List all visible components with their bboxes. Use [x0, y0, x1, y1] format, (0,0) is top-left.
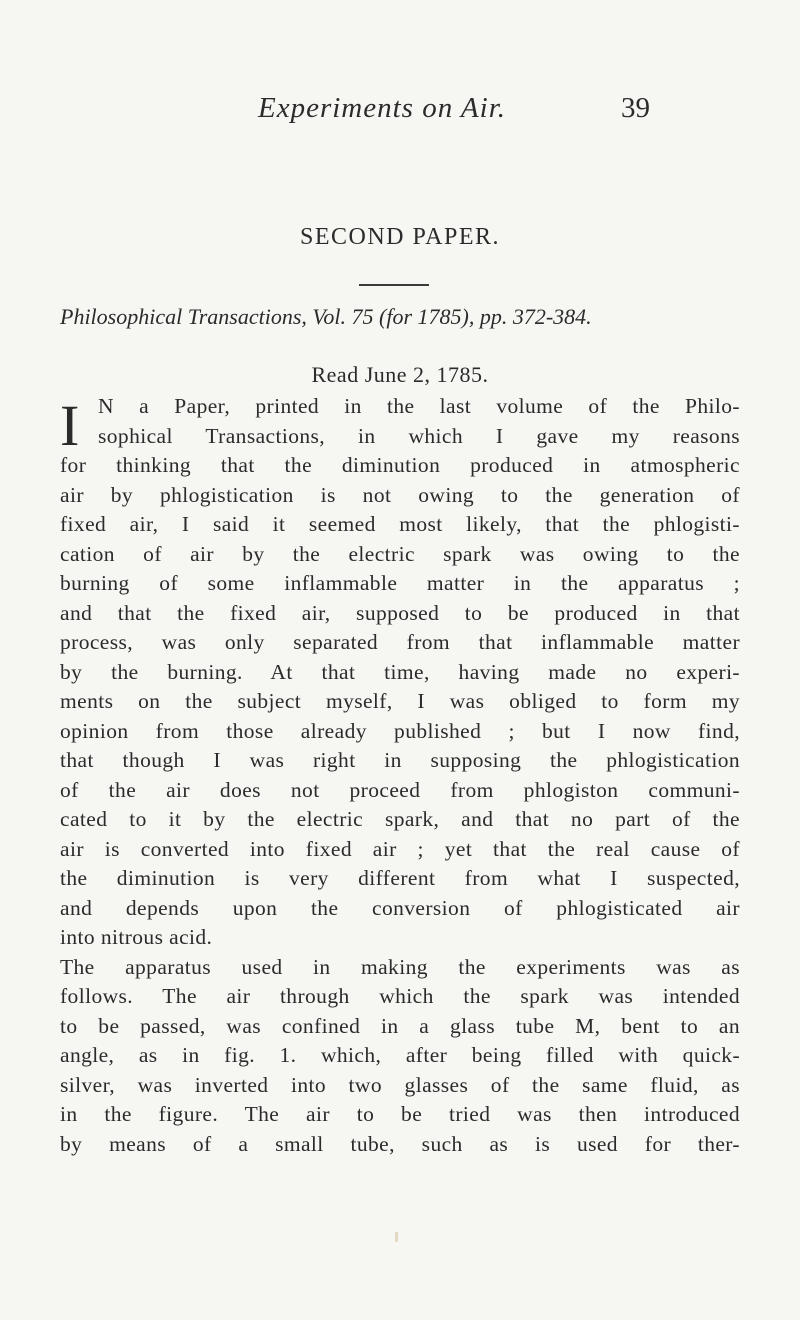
- text-line: burning of some inflammable matter in the apparatus ;: [60, 571, 740, 595]
- text-line: angle, as in fig. 1. which, after being filled with quick-: [60, 1043, 740, 1067]
- text-line: air by phlogistication is not owing to the generation of: [60, 482, 740, 507]
- text-line: by means of a small tube, such as is used for ther-: [60, 1131, 740, 1156]
- paper-mark: [395, 1232, 398, 1242]
- text-line: process, was only separated from that inflammable matter: [60, 630, 740, 654]
- section-title: SECOND PAPER.: [299, 224, 500, 250]
- text-line: to be passed, was confined in a glass tube M, bent to an: [60, 1013, 740, 1038]
- read-date: Read June 2, 1785.: [311, 362, 489, 387]
- text-line: that though I was right in supposing the phlogistication: [60, 748, 740, 772]
- text-line: in the figure. The air to be tried was then introduced: [60, 1102, 740, 1126]
- running-head: [258, 92, 650, 132]
- text-line: air is converted into fixed air ; yet that the real cause of: [60, 836, 740, 861]
- text-line: cation of air by the electric spark was owing to the: [60, 541, 740, 566]
- text-line: opinion from those already published ; but I now find,: [60, 718, 740, 743]
- text-line: silver, was inverted into two glasses of the same fluid, as: [60, 1072, 740, 1097]
- body-text: [60, 392, 740, 1159]
- text-line: ments on the subject myself, I was obliged to form my: [60, 689, 740, 713]
- text-line: of the air does not proceed from phlogiston communi-: [60, 777, 740, 802]
- title-rule: [359, 284, 429, 286]
- citation: Philosophical Transactions, Vol. 75 (for 1785), pp. 372-384.: [60, 304, 592, 329]
- text-line: fixed air, I said it seemed most likely, that the phlogisti-: [60, 512, 740, 536]
- running-title: Experiments on Air.: [258, 92, 507, 124]
- text-line: into nitrous acid.: [60, 925, 213, 949]
- text-line: follows. The air through which the spark was intended: [60, 984, 740, 1008]
- text-line: the diminution is very different from what I suspected,: [60, 866, 740, 890]
- text-line: cated to it by the electric spark, and that no part of the: [60, 807, 740, 831]
- text-line: and that the fixed air, supposed to be produced in that: [60, 600, 740, 625]
- page-number: 39: [621, 92, 650, 124]
- text-line: The apparatus used in making the experiments was as: [60, 954, 740, 979]
- text-line: and depends upon the conversion of phlogisticated air: [60, 895, 740, 920]
- text-line: N a Paper, printed in the last volume of the Philo-: [98, 394, 740, 418]
- drop-cap: I: [60, 393, 80, 458]
- text-line: for thinking that the diminution produced in atmospheric: [60, 453, 740, 477]
- text-line: by the burning. At that time, having made no experi-: [60, 659, 740, 684]
- text-line: sophical Transactions, in which I gave my reasons: [98, 423, 740, 448]
